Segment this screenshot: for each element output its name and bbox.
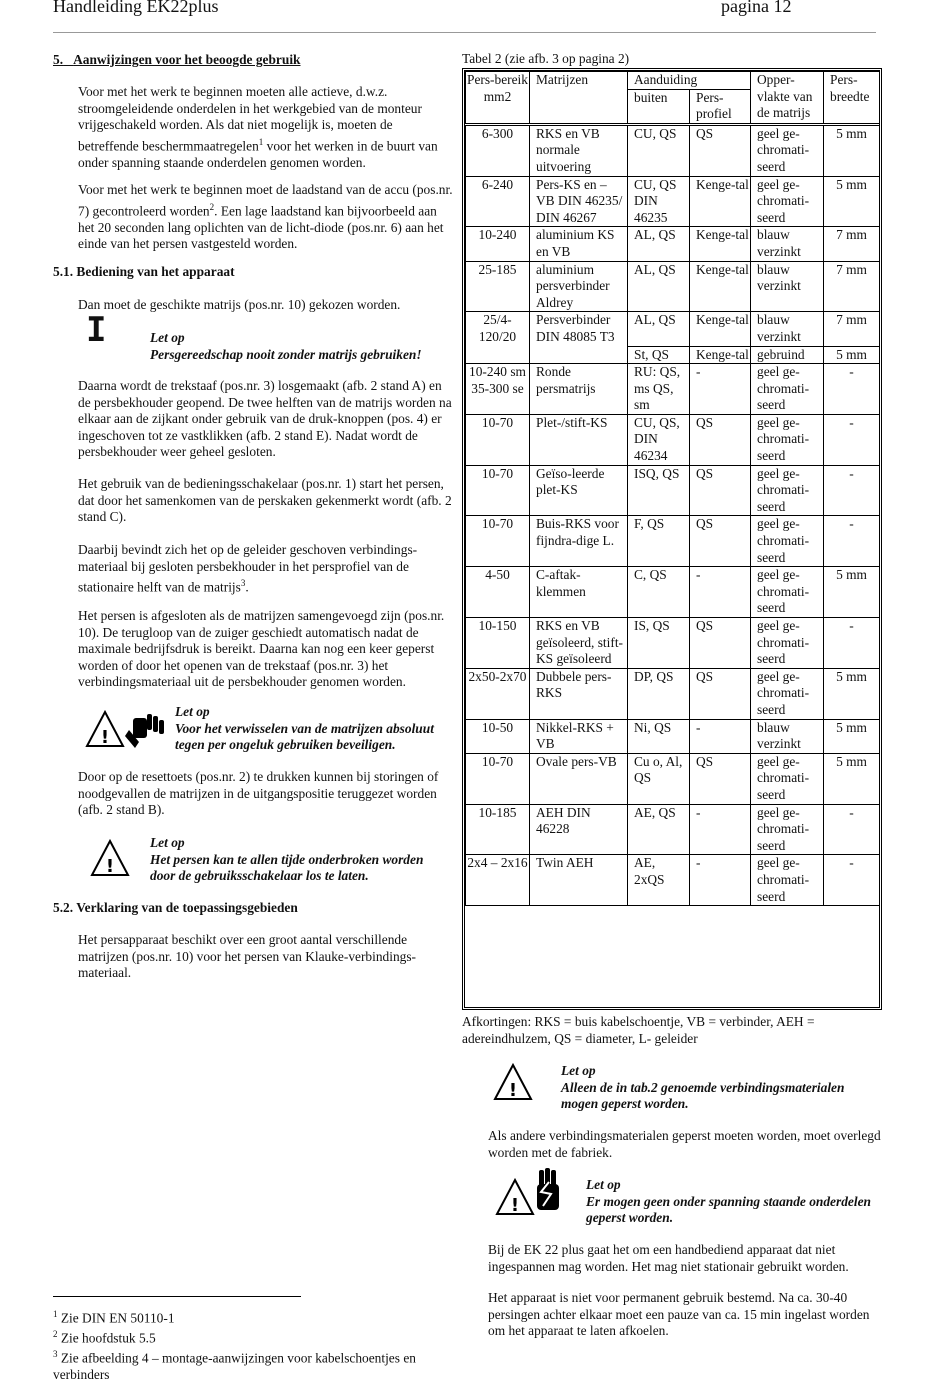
- table-cell: DP, QS: [628, 668, 690, 719]
- paragraph: Het persapparaat beschikt over een groot aantal verschillende matrijzen (pos.nr. 10) voor het persen van Klauke-verbindings-materiaal.: [78, 932, 417, 981]
- info-icon: I: [86, 310, 107, 350]
- table-cell: 5 mm: [824, 124, 880, 176]
- table-cell: Kenge-tal: [690, 176, 751, 227]
- svg-text:!: !: [105, 856, 115, 877]
- table-cell: 10-50: [466, 719, 530, 753]
- table-cell: Ni, QS: [628, 719, 690, 753]
- table-cell: 10-150: [466, 618, 530, 669]
- paragraph: Dan moet de geschikte matrijs (pos.nr. 10) gekozen worden.: [78, 297, 401, 312]
- table-cell: C-aftak-klemmen: [530, 567, 628, 618]
- table-cell: C, QS: [628, 567, 690, 618]
- svg-text:!: !: [100, 727, 110, 748]
- note-box: [561, 1063, 881, 1113]
- table-cell: geel ge-chromati-seerd: [751, 124, 824, 176]
- table-cell: 10-240 sm 35-300 se: [466, 364, 530, 415]
- paragraph: Als andere verbindingsmaterialen geperst moeten worden, moet overlegd worden met de fabriek.: [488, 1128, 881, 1160]
- table-cell: 5 mm: [824, 176, 880, 227]
- table-row: [466, 719, 880, 753]
- table-cell: 10-70: [466, 465, 530, 516]
- table-cell: geel ge-chromati-seerd: [751, 364, 824, 415]
- table-cell: AE, QS: [628, 804, 690, 855]
- table-cell: 10-240: [466, 227, 530, 261]
- section-number: 5.: [53, 52, 64, 67]
- table-cell: ISQ, QS: [628, 465, 690, 516]
- section-5-heading: [53, 52, 301, 69]
- table-cell: -: [690, 719, 751, 753]
- table-cell: geel ge-chromati-seerd: [751, 176, 824, 227]
- note-label: Let op: [586, 1177, 621, 1192]
- table-row: [466, 176, 880, 227]
- table-cell: F, QS: [628, 516, 690, 567]
- table-cell: 25-185: [466, 261, 530, 312]
- note-label: Let op: [150, 835, 185, 850]
- footnote: $^1$ Zie DIN EN 50110-1: [53, 1309, 175, 1326]
- table-cell: -: [690, 855, 751, 906]
- section-title: Aanwijzingen voor het beoogde gebruik: [73, 52, 301, 67]
- table-cell: 5 mm: [824, 346, 880, 364]
- note-text: Er mogen geen onder spanning staande onderdelen geperst worden.: [586, 1193, 871, 1226]
- table-cell: CU, QS, DIN 46234: [628, 414, 690, 465]
- note-box: [150, 330, 450, 363]
- table-cell: 7 mm: [824, 261, 880, 312]
- table-cell: blauw verzinkt: [751, 261, 824, 312]
- table-cell: 2x4 – 2x16: [466, 855, 530, 906]
- table-cell: Twin AEH: [530, 855, 628, 906]
- footnote-divider: [53, 1296, 301, 1297]
- table-cell: -: [690, 364, 751, 415]
- table-cell: -: [824, 855, 880, 906]
- column-header: Pers-profiel: [690, 89, 751, 124]
- table-cell: geel ge-chromati-seerd: [751, 414, 824, 465]
- column-header: Aanduiding: [628, 72, 751, 90]
- table-cell: RU: QS, ms QS, sm: [628, 364, 690, 415]
- table-row: [466, 364, 880, 415]
- table-cell: Cu o, Al, QS: [628, 753, 690, 804]
- footnote: $^2$ Zie hoofdstuk 5.5: [53, 1329, 156, 1346]
- table-cell: QS: [690, 465, 751, 516]
- note-text: Het persen kan te allen tijde onderbroken worden door de gebruiksschakelaar los te laten.: [150, 851, 424, 884]
- table-cell: -: [824, 804, 880, 855]
- table-cell: 2x50-2x70: [466, 668, 530, 719]
- table-cell: geel ge-chromati-seerd: [751, 465, 824, 516]
- table-cell: 5 mm: [824, 567, 880, 618]
- table-cell: -: [824, 465, 880, 516]
- table-row: [466, 227, 880, 261]
- paragraph: Bij de EK 22 plus gaat het om een handbediend apparaat dat niet ingespannen mag worden. Het mag niet stationair gebruikt worden.: [488, 1242, 849, 1274]
- table-cell: AL, QS: [628, 227, 690, 261]
- table-cell: Kenge-tal: [690, 346, 751, 364]
- note-label: Let op: [175, 704, 210, 719]
- table-row: [466, 567, 880, 618]
- paragraph: Voor met het werk te beginnen moeten alle actieve, d.w.z. stroomgeleidende onderdelen in het werkgebied van de monteur vrijgeschakeld worden. Als dat niet mogelijk is, moeten de betreffende beschermmaatregelen$^1$ voor het werken in de buurt van onder spanning staande onderdelen genomen worden.: [78, 84, 438, 170]
- table-cell: CU, QS DIN 46235: [628, 176, 690, 227]
- page-header: [53, 0, 876, 33]
- warning-icon: [493, 1063, 533, 1101]
- note-text: Persgereedschap nooit zonder matrijs gebruiken!: [150, 346, 422, 362]
- table-cell: QS: [690, 618, 751, 669]
- page-number: pagina 12: [721, 0, 792, 16]
- table-cell: AE, 2xQS: [628, 855, 690, 906]
- table-cell: 10-70: [466, 414, 530, 465]
- table-cell: Geïso-leerde plet-KS: [530, 465, 628, 516]
- table-cell: QS: [690, 668, 751, 719]
- table-cell: Ronde persmatrijs: [530, 364, 628, 415]
- note-text: Voor het verwisselen van de matrijzen absoluut tegen per ongeluk gebruiken beveiligen.: [175, 720, 434, 753]
- svg-text:!: !: [508, 1080, 518, 1101]
- table-row: [466, 312, 880, 346]
- table-row: [466, 618, 880, 669]
- table-row: [466, 465, 880, 516]
- table-cell: RKS en VB geïsoleerd, stift-KS geïsoleerd: [530, 618, 628, 669]
- table-cell: Kenge-tal: [690, 261, 751, 312]
- table-cell: aluminium persverbinder Aldrey: [530, 261, 628, 312]
- svg-text:!: !: [510, 1195, 520, 1216]
- table-cell: St, QS: [628, 346, 690, 364]
- table-row: [466, 124, 880, 176]
- table-cell: Kenge-tal: [690, 227, 751, 261]
- table-cell: AL, QS: [628, 312, 690, 346]
- table-cell: 7 mm: [824, 312, 880, 346]
- table-cell: 10-70: [466, 753, 530, 804]
- paragraph: Het gebruik van de bedieningsschakelaar (pos.nr. 1) start het persen, dat door het samenkomen van de perskaken gekenmerkt wordt (afb. 2 stand C).: [78, 476, 452, 525]
- section-5-2-heading: 5.2. Verklaring van de toepassingsgebieden: [53, 900, 298, 915]
- column-header: Opper-vlakte van de matrijs: [751, 72, 824, 125]
- table-cell: 10-185: [466, 804, 530, 855]
- abbreviations-note: Afkortingen: RKS = buis kabelschoentje, VB = verbinder, AEH = adereindhulzem, QS = diameter, L- geleider: [462, 1014, 815, 1046]
- table-cell: Nikkel-RKS + VB: [530, 719, 628, 753]
- column-header: Pers-breedte: [824, 72, 880, 125]
- table-cell: 10-70: [466, 516, 530, 567]
- paragraph: Het apparaat is niet voor permanent gebruik bestemd. Na ca. 30-40 persingen achter elkaar moet een pauze van ca. 15 min ingelast worden om het apparaat te laten afkoelen.: [488, 1290, 870, 1339]
- note-label: Let op: [561, 1063, 596, 1078]
- spec-table: [462, 68, 882, 1010]
- table-cell: geel ge-chromati-seerd: [751, 516, 824, 567]
- table-row: [466, 414, 880, 465]
- table-cell: -: [824, 516, 880, 567]
- paragraph: Daarbij bevindt zich het op de geleider geschoven verbindings-materiaal bij gesloten persbekhouder in het persprofiel van de stationaire helft van de matrijs$^3$.: [78, 542, 418, 595]
- table-cell: -: [824, 618, 880, 669]
- table-cell: IS, QS: [628, 618, 690, 669]
- table-row: [466, 261, 880, 312]
- column-header: buiten: [628, 89, 690, 124]
- table-cell: 6-240: [466, 176, 530, 227]
- table-row: [466, 668, 880, 719]
- table-cell: -: [824, 364, 880, 415]
- table-cell: CU, QS: [628, 124, 690, 176]
- footnote: $^3$ Zie afbeelding 4 – montage-aanwijzingen voor kabelschoentjes en verbinders: [53, 1349, 416, 1383]
- note-box: [175, 704, 450, 754]
- table-cell: geel ge-chromati-seerd: [751, 753, 824, 804]
- table-cell: blauw verzinkt: [751, 227, 824, 261]
- table-cell: 25/4-120/20: [466, 312, 530, 364]
- table-cell: 5 mm: [824, 753, 880, 804]
- table-cell: QS: [690, 753, 751, 804]
- table-cell: 4-50: [466, 567, 530, 618]
- table-cell: Persverbinder DIN 48085 T3: [530, 312, 628, 364]
- table-cell: geel ge-chromati-seerd: [751, 804, 824, 855]
- paragraph: Door op de resettoets (pos.nr. 2) te drukken kunnen bij storingen of noodgevallen de matrijzen in de uitgangspositie teruggezet worden (afb. 2 stand B).: [78, 769, 439, 818]
- table-row: [466, 804, 880, 855]
- table-cell: 5 mm: [824, 668, 880, 719]
- note-box: [150, 835, 450, 885]
- table-cell: blauw verzinkt: [751, 312, 824, 346]
- column-header: Pers-bereik mm2: [466, 72, 530, 125]
- table-cell: Plet-/stift-KS: [530, 414, 628, 465]
- table-cell: QS: [690, 124, 751, 176]
- table-caption: Tabel 2 (zie afb. 3 op pagina 2): [462, 51, 630, 66]
- table-cell: blauw verzinkt: [751, 719, 824, 753]
- paragraph: Daarna wordt de trekstaaf (pos.nr. 3) losgemaakt (afb. 2 stand A) en de persbekhouder geopend. De twee helften van de matrijs worden na elkaar aan de zijkant onder gebruik van de druk-knoppen (pos. 4) er ingeschoven tot ze vastklikken (afb. 2 stand E). Nadat wordt de persbekhouder weer geheel gesloten.: [78, 378, 452, 460]
- warning-icon: [90, 839, 130, 877]
- table-row: [466, 516, 880, 567]
- table-cell: -: [690, 567, 751, 618]
- table-cell: gebruind: [751, 346, 824, 364]
- table-cell: AL, QS: [628, 261, 690, 312]
- table-cell: geel ge-chromati-seerd: [751, 567, 824, 618]
- table-cell: Buis-RKS voor fijndra-dige L.: [530, 516, 628, 567]
- table-cell: RKS en VB normale uitvoering: [530, 124, 628, 176]
- column-header: Matrijzen: [530, 72, 628, 125]
- table-cell: -: [690, 804, 751, 855]
- table-cell: Pers-KS en – VB DIN 46235/ DIN 46267: [530, 176, 628, 227]
- table-cell: 7 mm: [824, 227, 880, 261]
- table-cell: -: [824, 414, 880, 465]
- table-cell: QS: [690, 516, 751, 567]
- table-cell: geel ge-chromati-seerd: [751, 668, 824, 719]
- table-row: [466, 855, 880, 906]
- document-title: Handleiding EK22plus: [53, 0, 219, 16]
- table-cell: 6-300: [466, 124, 530, 176]
- table-cell: geel ge-chromati-seerd: [751, 618, 824, 669]
- table-cell: geel ge-chromati-seerd: [751, 855, 824, 906]
- note-label: Let op: [150, 330, 185, 345]
- table-cell: Dubbele pers-RKS: [530, 668, 628, 719]
- electric-hazard-icon: [495, 1168, 575, 1218]
- table-cell: Ovale pers-VB: [530, 753, 628, 804]
- table-cell: QS: [690, 414, 751, 465]
- section-5-1-heading: 5.1. Bediening van het apparaat: [53, 264, 235, 279]
- note-box: [586, 1177, 882, 1227]
- table-row: [466, 753, 880, 804]
- table-cell: Kenge-tal: [690, 312, 751, 346]
- table-cell: AEH DIN 46228: [530, 804, 628, 855]
- paragraph: Het persen is afgesloten als de matrijzen samengevoegd zijn (pos.nr. 10). De terugloop van de zuiger geschiedt automatisch nadat de maximale bedrijfsdruk is bereikt. Daarna kan nog een keer geperst worden of door het openen van de trekstaaf (pos.nr. 3) het verbindingsmateriaal uit de persbekhouder genomen worden.: [78, 608, 445, 690]
- table-cell: aluminium KS en VB: [530, 227, 628, 261]
- table-cell: 5 mm: [824, 719, 880, 753]
- note-text: Alleen de in tab.2 genoemde verbindingsmaterialen mogen geperst worden.: [561, 1079, 845, 1112]
- paragraph: Voor met het werk te beginnen moet de laadstand van de accu (pos.nr. 7) gecontroleerd worden$^2$. Een lage laadstand kan bijvoorbeeld aan het 20 seconden lang oplichten van de licht-diode (pos.nr. 6) aan het einde van het persen vastgesteld worden.: [78, 182, 453, 252]
